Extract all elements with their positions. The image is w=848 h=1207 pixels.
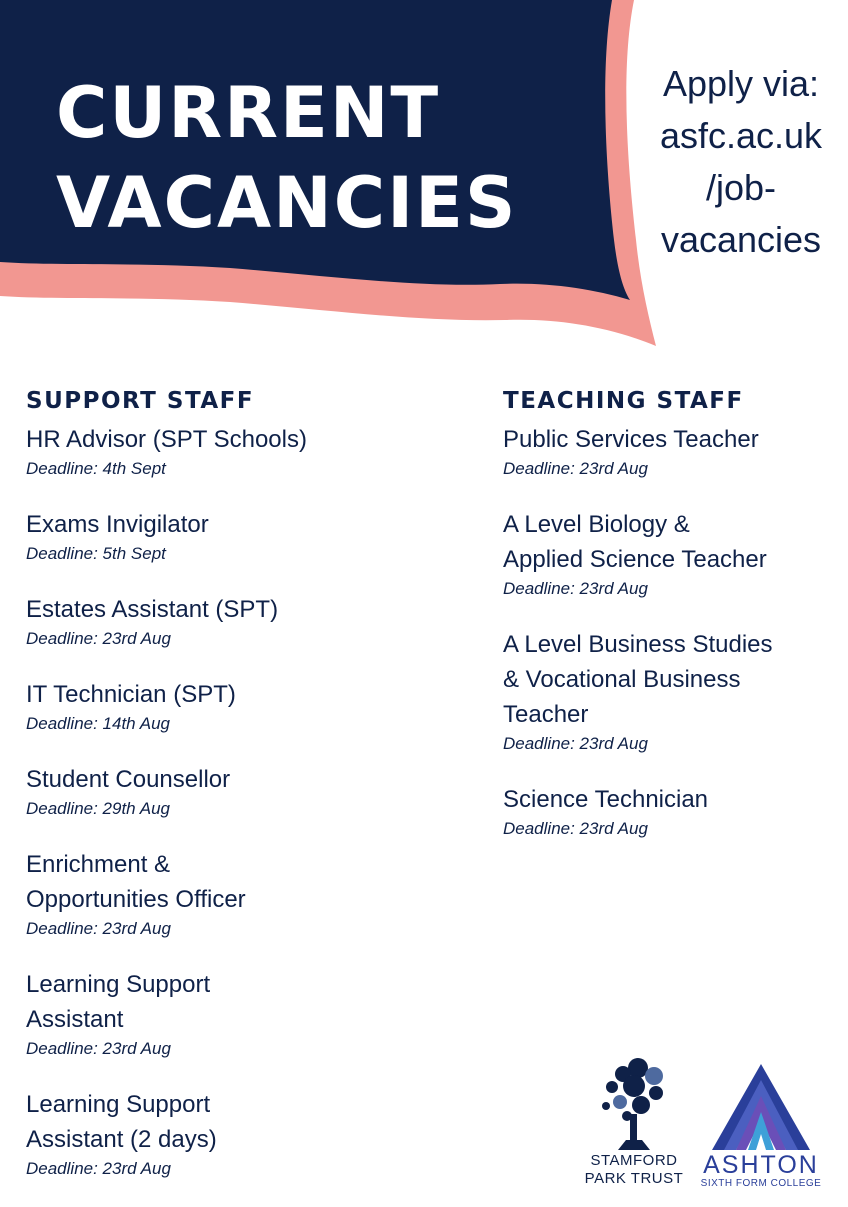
apply-info <box>650 58 832 266</box>
job-item <box>26 422 466 481</box>
job-title-line: Learning Support <box>26 1091 211 1118</box>
job-deadline: Deadline: 23rd Aug <box>26 919 171 938</box>
job-deadline: Deadline: 23rd Aug <box>26 1039 171 1058</box>
job-item <box>26 592 466 651</box>
job-title: Estates Assistant (SPT) <box>26 596 279 623</box>
job-title: IT Technician (SPT) <box>26 681 236 708</box>
title-line-1: CURRENT <box>56 72 441 154</box>
logo-text-line: PARK TRUST <box>584 1170 684 1187</box>
job-deadline: Deadline: 5th Sept <box>26 544 166 563</box>
job-item <box>26 507 466 566</box>
job-title: Student Counsellor <box>26 766 231 793</box>
job-item <box>503 627 833 756</box>
job-deadline: Deadline: 23rd Aug <box>26 1159 171 1178</box>
support-staff-section <box>26 380 466 1207</box>
logo-subtitle: SIXTH FORM COLLEGE <box>700 1178 822 1189</box>
job-item <box>503 782 833 841</box>
job-deadline: Deadline: 23rd Aug <box>503 819 648 838</box>
tree-icon <box>594 1052 674 1152</box>
arch-icon <box>706 1060 816 1152</box>
job-title-line: A Level Biology & <box>503 511 690 538</box>
job-deadline: Deadline: 23rd Aug <box>503 734 648 753</box>
job-item <box>26 847 466 941</box>
section-heading-support: SUPPORT STAFF <box>26 388 255 414</box>
logo-name: ASHTON <box>703 1151 819 1179</box>
page-title <box>56 68 517 248</box>
apply-url-line: asfc.ac.uk <box>659 115 823 156</box>
job-title: Science Technician <box>503 786 709 813</box>
job-item <box>26 762 466 821</box>
job-item <box>26 677 466 736</box>
job-title-line: Enrichment & <box>26 851 171 878</box>
ashton-sixth-form-college-logo <box>696 1060 826 1195</box>
job-item <box>26 1087 466 1181</box>
teaching-staff-section <box>503 380 833 867</box>
job-title: Exams Invigilator <box>26 511 209 538</box>
job-deadline: Deadline: 23rd Aug <box>503 459 648 478</box>
job-title-line: Opportunities Officer <box>26 886 246 913</box>
apply-url-line: /job- <box>705 167 777 208</box>
job-title-line: & Vocational Business <box>503 666 741 693</box>
job-title-line: Assistant (2 days) <box>26 1126 217 1153</box>
job-title: HR Advisor (SPT Schools) <box>26 426 307 453</box>
section-heading-teaching: TEACHING STAFF <box>503 388 744 414</box>
apply-line: Apply via: <box>662 63 820 104</box>
job-title-line: Applied Science Teacher <box>503 546 767 573</box>
job-deadline: Deadline: 29th Aug <box>26 799 170 818</box>
job-title-line: Assistant <box>26 1006 124 1033</box>
job-item <box>503 507 833 601</box>
job-title-line: Learning Support <box>26 971 211 998</box>
apply-url-line: vacancies <box>660 219 822 260</box>
job-title: Public Services Teacher <box>503 426 759 453</box>
job-deadline: Deadline: 14th Aug <box>26 714 170 733</box>
job-deadline: Deadline: 23rd Aug <box>503 579 648 598</box>
job-deadline: Deadline: 4th Sept <box>26 459 166 478</box>
title-line-2: VACANCIES <box>56 162 518 244</box>
stamford-park-trust-logo <box>584 1052 684 1192</box>
logo-text-line: STAMFORD <box>590 1152 678 1169</box>
job-deadline: Deadline: 23rd Aug <box>26 629 171 648</box>
job-title-line: A Level Business Studies <box>503 631 773 658</box>
job-item <box>26 967 466 1061</box>
job-item <box>503 422 833 481</box>
job-title-line: Teacher <box>503 701 589 728</box>
